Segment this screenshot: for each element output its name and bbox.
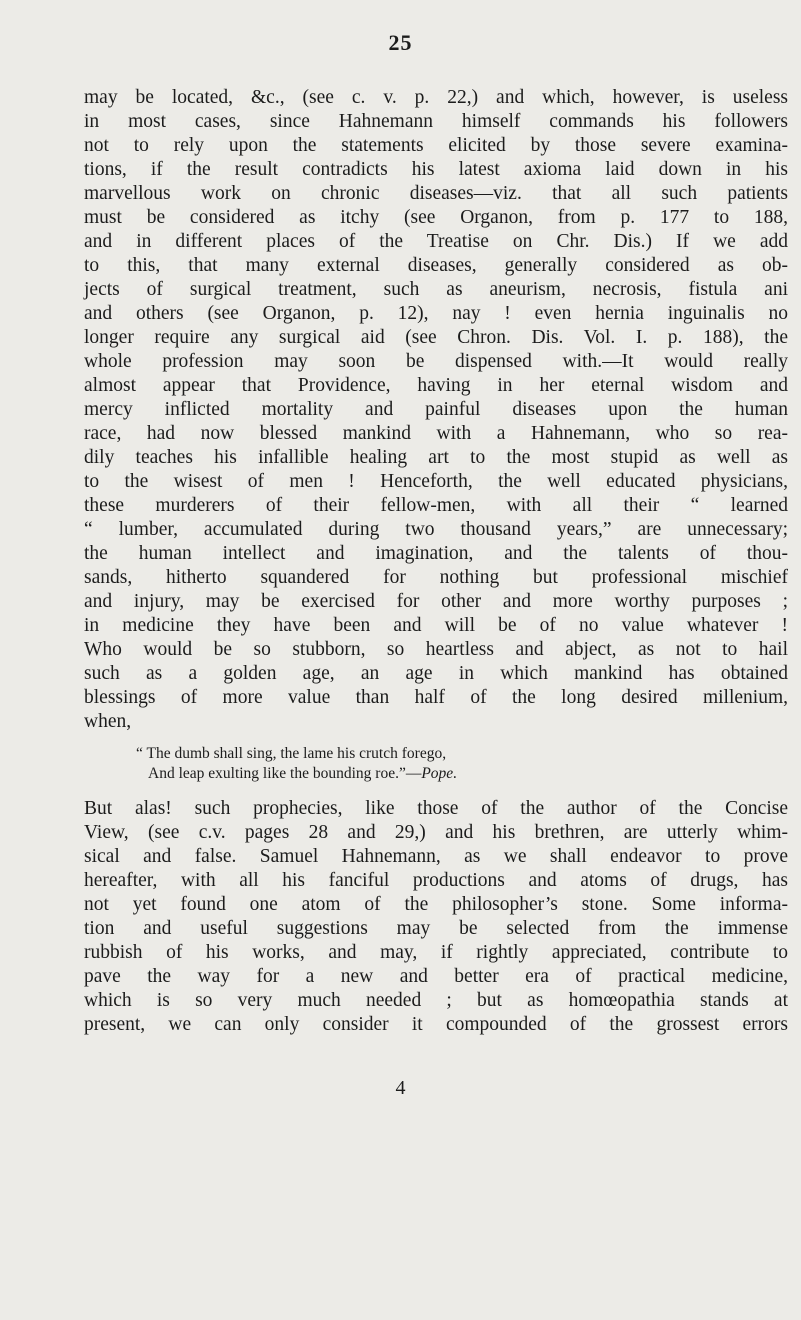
text-line: whole profession may soon be dispensed with.—It would really (84, 351, 788, 372)
text-line: when, (84, 711, 132, 732)
text-line: sands, hitherto squandered for nothing but professional mischief (84, 567, 788, 588)
text-line: in medicine they have been and will be of no value whatever ! (84, 615, 788, 636)
text-line: and injury, may be exercised for other and more worthy purposes ; (84, 591, 788, 612)
text-line: in most cases, since Hahnemann himself commands his followers (84, 111, 788, 132)
text-line: marvellous work on chronic diseases—viz. that all such patients (84, 183, 788, 204)
text-line: hereafter, with all his fanciful productions and atoms of drugs, has (84, 870, 788, 891)
text-line: present, we can only consider it compounded of the grossest errors (84, 1014, 788, 1035)
text-line: may be located, &c., (see c. v. p. 22,) and which, however, is useless (84, 87, 788, 108)
verse-line-text: And leap exulting like the bounding roe.”— (148, 765, 422, 782)
text-line: race, had now blessed mankind with a Hahnemann, who so rea- (84, 423, 788, 444)
verse-attribution: Pope. (421, 765, 458, 782)
text-line: these murderers of their fellow-men, with all their “ learned (84, 495, 788, 516)
verse-line: “ The dumb shall sing, the lame his crutch forego, (136, 745, 447, 762)
text-line: which is so very much needed ; but as homœopathia stands at (84, 990, 788, 1011)
text-line: But alas! such prophecies, like those of the author of the Concise (84, 798, 788, 819)
text-line: not to rely upon the statements elicited by those severe examina- (84, 135, 788, 156)
text-line: jects of surgical treatment, such as aneurism, necrosis, fistula ani (84, 279, 788, 300)
text-line: not yet found one atom of the philosopher’s stone. Some informa- (84, 894, 788, 915)
text-line: “ lumber, accumulated during two thousand years,” are unnecessary; (84, 519, 788, 540)
text-line: and in different places of the Treatise on Chr. Dis.) If we add (84, 231, 788, 252)
text-line: pave the way for a new and better era of practical medicine, (84, 966, 788, 987)
page-number: 25 (388, 30, 413, 55)
text-line: tions, if the result contradicts his latest axioma laid down in his (84, 159, 788, 180)
text-line: mercy inflicted mortality and painful diseases upon the human (84, 399, 788, 420)
text-line: must be considered as itchy (see Organon, from p. 177 to 188, (84, 207, 788, 228)
text-line: longer require any surgical aid (see Chron. Dis. Vol. I. p. 188), the (84, 327, 788, 348)
text-line: View, (see c.v. pages 28 and 29,) and his brethren, are utterly whim- (84, 822, 788, 843)
text-line: rubbish of his works, and may, if rightly appreciated, contribute to (84, 942, 788, 963)
text-line: Who would be so stubborn, so heartless and abject, as not to hail (84, 639, 788, 660)
text-line: such as a golden age, an age in which mankind has obtained (84, 663, 788, 684)
text-line: dily teaches his infallible healing art to the most stupid as well as (84, 447, 788, 468)
text-line: to this, that many external diseases, generally considered as ob- (84, 255, 788, 276)
text-line: sical and false. Samuel Hahnemann, as we shall endeavor to prove (84, 846, 788, 867)
text-line: blessings of more value than half of the long desired millenium, (84, 687, 788, 708)
text-line: to the wisest of men ! Henceforth, the well educated physicians, (84, 471, 788, 492)
text-line: almost appear that Providence, having in her eternal wisdom and (84, 375, 788, 396)
verse-line (148, 764, 457, 784)
text-line: the human intellect and imagination, and the talents of thou- (84, 543, 788, 564)
signature-mark: 4 (395, 1077, 406, 1099)
text-line: and others (see Organon, p. 12), nay ! even hernia inguinalis no (84, 303, 788, 324)
text-line: tion and useful suggestions may be selected from the immense (84, 918, 788, 939)
